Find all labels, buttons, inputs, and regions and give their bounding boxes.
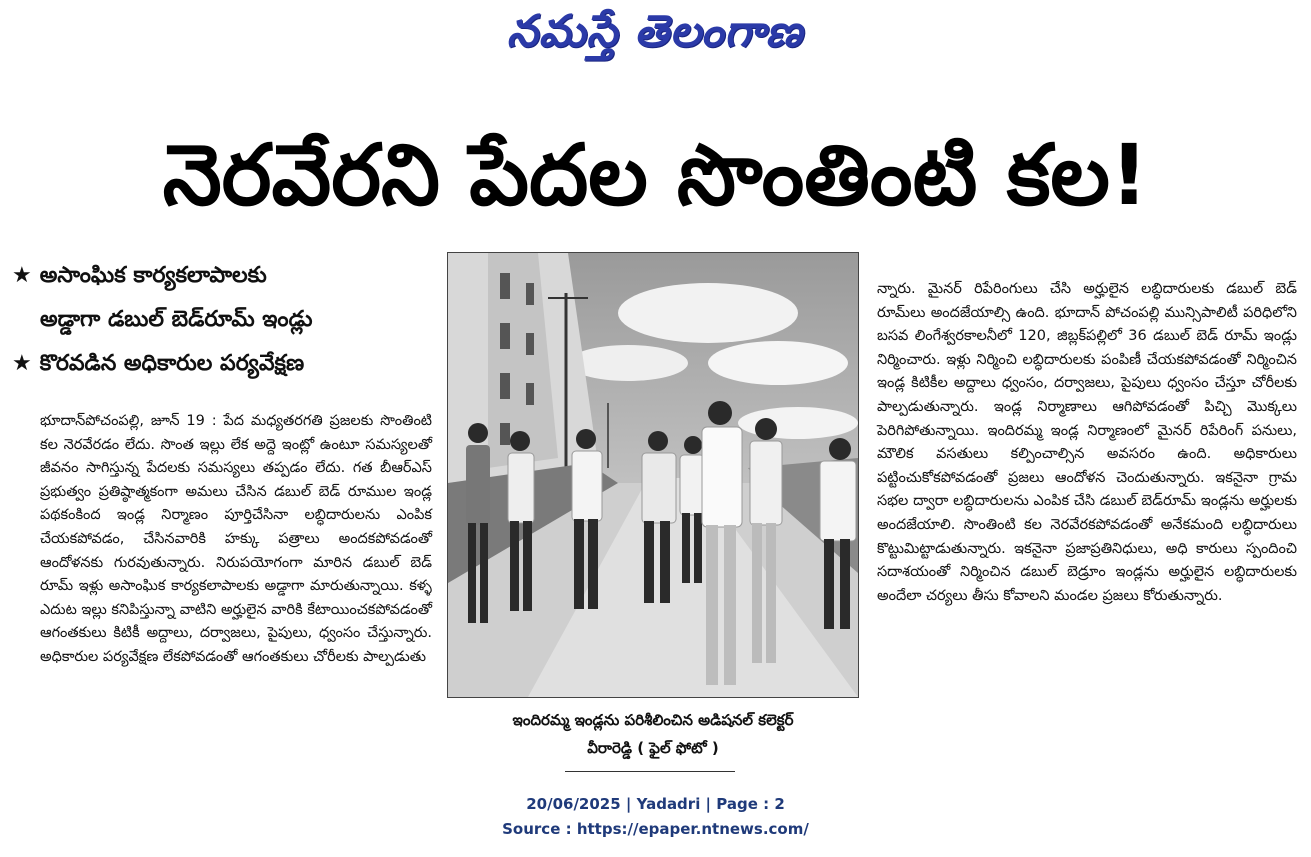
footer-date-edition: 20/06/2025 | Yadadri | Page : 2 [526,795,785,813]
page-footer [0,792,1311,842]
masthead-logo-text: నమస్తే తెలంగాణ [506,6,804,57]
caption-divider [565,771,735,772]
bullet-text: అసాంఘిక కార్యకలాపాలకు [39,263,267,288]
bullet-item [12,254,432,298]
star-icon: ★ [12,263,32,288]
star-icon: ★ [12,351,32,376]
bullet-item-continuation [12,298,432,342]
article-body-left-column [40,410,432,670]
article-headline: నెరవేరని పేదల సొంతింటి కల! [162,126,1149,224]
footer-source-link[interactable]: Source : https://epaper.ntnews.com/ [502,820,809,838]
subheading-bullets [12,254,432,386]
photo-illustration [448,253,858,697]
newspaper-masthead [455,4,855,70]
bullet-text: కొరవడిన అధికారుల పర్యవేక్షణ [39,351,305,376]
bullet-item [12,342,432,386]
photo-caption [447,706,859,762]
news-photo [447,252,859,698]
article-paragraph: భూదాన్‌పోచంపల్లి, జూన్ 19 : పేద మధ్యతరగతి ప్రజలకు సొంతింటి కల నెరవేరడం లేదు. సొంత ఇల్లు లేక అద్దె ఇంట్లో ఉంటూ సమస్యలతో జీవనం సాగిస్తున్న పేదలకు సమస్యలు తప్పడం లేదు. గత బీఆర్‌ఎస్ ప్రభుత్వం ప్రతిష్ఠాత్మకంగా అమలు చేసిన డబుల్ బెడ్ రూముల ఇండ్ల పథకంకింద ఇండ్ల నిర్మాణం పూర్తిచేసినా లబ్ధిదారులను ఎంపిక చేయకపోవడం, చేసినవారికి హక్కు పత్రాలు అందకపోవడంతో ఆందోళనకు గురవుతున్నారు. నిరుపయోగంగా మారిన డబుల్ బెడ్ రూమ్ ఇళ్లు అసాంఘిక కార్యకలాపాలకు అడ్డాగా మారుతున్నాయి. కళ్ళ ఎదుట ఇల్లు కనిపిస్తున్నా వాటిని అర్హులైన వారికి కేటాయించకపోవడంతో ఆగంతకులు కిటికీ అద్దాలు, దర్వాజలు, పైపులు, ధ్వంసం చేస్తున్నారు. అధికారుల పర్యవేక్షణ లేకపోవడంతో ఆగంతకులు చోరీలకు పాల్పడుతు [40,413,432,665]
article-paragraph: న్నారు. మైనర్ రిపేరింగులు చేసి అర్హులైన లబ్ధిదారులకు డబుల్ బెడ్ రూమ్‌లు అందజేయాల్సి ఉంది. భూదాన్ పోచంపల్లి మున్సిపాలిటీ పరిధిలోని బసవ లింగేశ్వరకాలనీలో 120, జిబ్లక్‌పల్లిలో 36 డబుల్ బెడ్ రూమ్ ఇండ్లు నిర్మించారు. ఇళ్లు నిర్మించి లబ్ధిదారులకు పంపిణీ చేయకపోవడంతో నిర్మించిన ఇండ్ల కిటికీల అద్దాలు ధ్వంసం, దర్వాజలు, పైపులు ధ్వంసం చేస్తూ చోరీలకు పాల్పడుతున్నారు. ఇండ్ల నిర్మాణాలు ఆగిపోవడంతో పిచ్చి మొక్కలు పెరిగిపోతున్నాయి. ఇందిరమ్మ ఇండ్ల నిర్మాణంలో మైనర్ రిపేరింగ్ పనులు, మౌలిక వసతులు కల్పించాల్సిన అవసరం ఉంది. అధికారులు పట్టించుకోకపోవడంతో ప్రజలు ఆందోళన చెందుతున్నారు. ఇకనైనా గ్రామ సభల ద్వారా లబ్ధిదారులను ఎంపిక చేసి డబుల్ బెడ్‌రూమ్ ఇండ్లను అర్హులకు అందజేయాలి. సొంతింటి కల నెరవేరకపోవడంతో అనేకమంది లబ్ధిదారులు కొట్టుమిట్టాడుతున్నారు. ఇకనైనా ప్రజాప్రతినిధులు, అధి కారులు స్పందించి సదాశయంతో నిర్మించిన డబుల్ బెడ్రూం ఇండ్లను అర్హులైన లబ్ధిదారులకు అందేలా చర్యలు తీసు కోవాలని మండల ప్రజలు కోరుతున్నారు. [877,281,1297,604]
caption-line-2: వీరారెడ్డి ( ఫైల్ ఫోటో ) [587,739,719,757]
caption-line-1: ఇందిరమ్మ ఇండ్లను పరిశీలించిన అడిషనల్ కలెక్టర్ [512,711,794,729]
article-body-right-column [877,278,1297,608]
bullet-text: అడ్డాగా డబుల్ బెడ్‌రూమ్ ఇండ్లు [40,307,313,332]
